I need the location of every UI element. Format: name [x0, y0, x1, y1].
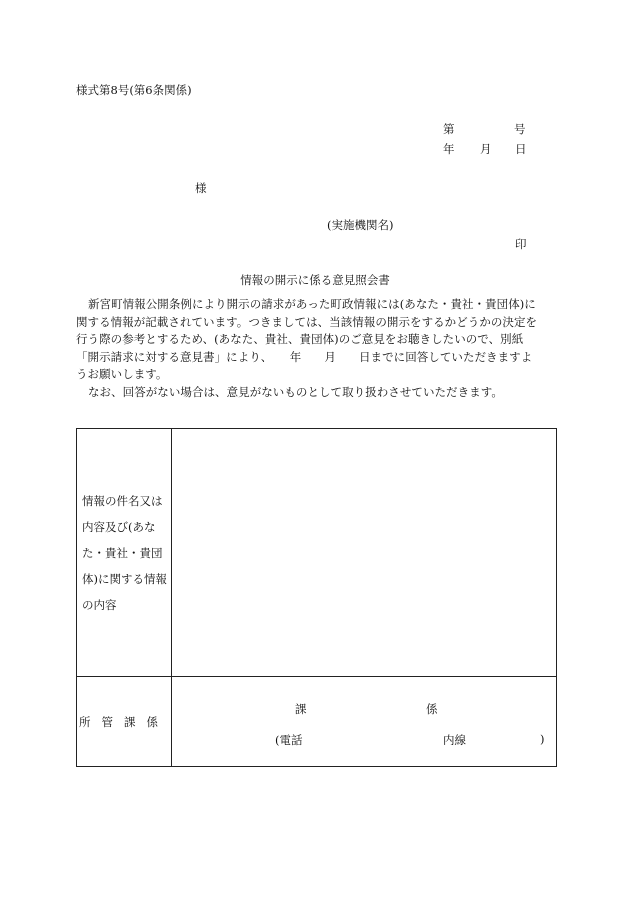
- phone-close: ): [540, 732, 545, 746]
- form-number: 様式第8号(第6条関係): [76, 83, 192, 97]
- info-content-value-cell[interactable]: [172, 429, 557, 677]
- recipient-honorific: 様: [195, 181, 207, 195]
- department-label-cell: [77, 677, 172, 767]
- body-line: なお、回答がない場合は、意見がないものとして取り扱わさせていただきます。: [88, 384, 503, 399]
- seal-mark: 印: [515, 237, 527, 251]
- document-title: 情報の開示に係る意見照会書: [240, 273, 390, 287]
- date-year-label: 年: [443, 142, 455, 156]
- info-content-label: 情報の件名又は内容及び(あなた・貴社・貴団体)に関する情報の内容: [82, 493, 167, 612]
- body-text: [76, 296, 556, 402]
- body-line: 「開示請求に対する意見書」により、 年 月 日までに回答していただきますよ: [76, 349, 533, 364]
- body-line: 行う際の参考とするため、(あなた、貴社、貴団体)のご意見をお聴きしたいので、別紙: [76, 332, 524, 347]
- document-number-prefix: 第: [443, 122, 455, 136]
- info-table: [76, 428, 557, 767]
- body-line: うお願いします。: [76, 367, 168, 382]
- info-content-row: [77, 429, 557, 677]
- phone-label: (電話: [275, 733, 303, 747]
- dept-unit-label: 係: [426, 702, 438, 716]
- department-label: 所管課係: [79, 714, 169, 729]
- info-content-label-cell: [77, 429, 172, 677]
- department-row: [77, 677, 557, 767]
- dept-section-label: 課: [295, 702, 307, 716]
- document-number-suffix: 号: [514, 122, 526, 136]
- date-day-label: 日: [515, 142, 527, 156]
- department-value-cell[interactable]: [172, 677, 557, 767]
- body-line: 関する情報が記載されています。つきましては、当該情報の開示をするかどうかの決定を: [76, 314, 538, 329]
- date-month-label: 月: [480, 142, 492, 156]
- body-line: 新宮町情報公開条例により開示の請求があった町政情報には(あなた・貴社・貴団体)に: [88, 297, 536, 311]
- extension-label: 内線: [443, 733, 466, 747]
- agency-name-placeholder: (実施機関名): [327, 218, 394, 232]
